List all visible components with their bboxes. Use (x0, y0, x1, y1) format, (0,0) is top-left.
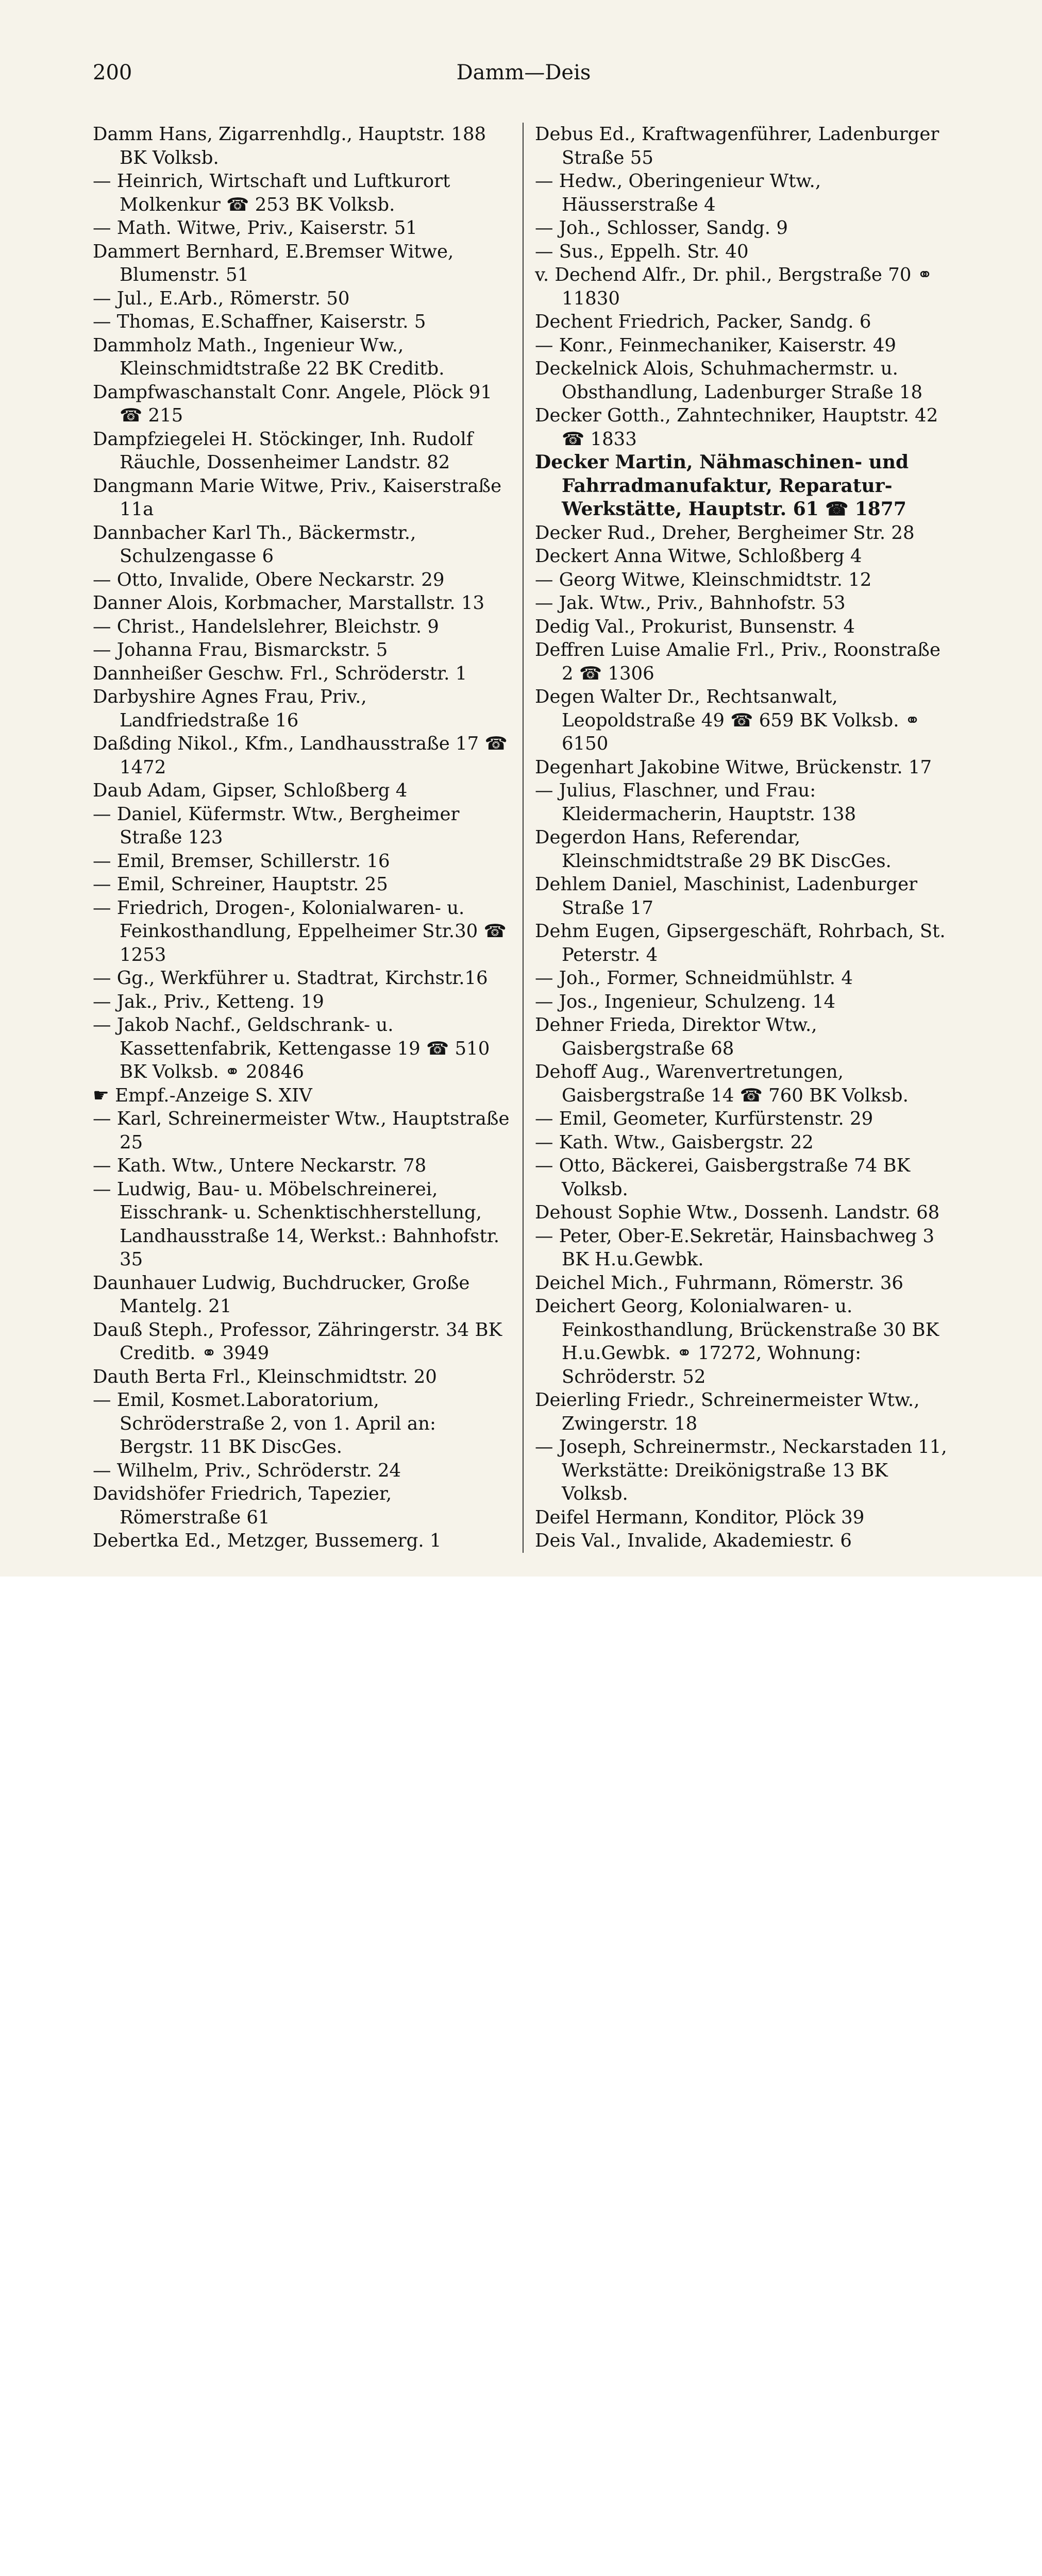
directory-entry: Damm Hans, Zigarrenhdlg., Hauptstr. 188 BK Volksb. (93, 124, 486, 168)
directory-entry: — Otto, Invalide, Obere Neckarstr. 29 (93, 569, 445, 590)
directory-entry: — Kath. Wtw., Untere Neckarstr. 78 (93, 1155, 427, 1176)
directory-entry: — Emil, Bremser, Schillerstr. 16 (93, 850, 390, 872)
directory-entry: Dangmann Marie Witwe, Priv., Kaiserstraße 11a (93, 475, 502, 520)
directory-entry: Dehner Frieda, Direktor Wtw., Gaisbergstraße 68 (535, 1014, 817, 1059)
directory-entry: Debus Ed., Kraftwagenführer, Ladenburger Straße 55 (535, 124, 939, 168)
running-title: Damm—Deis (456, 61, 591, 84)
directory-entry: — Joseph, Schreinermstr., Neckarstaden 11, Werkstätte: Dreikönigstraße 13 BK Volksb. (535, 1436, 947, 1504)
directory-entry: — Thomas, E.Schaffner, Kaiserstr. 5 (93, 311, 426, 332)
directory-entry: — Kath. Wtw., Gaisbergstr. 22 (535, 1131, 814, 1153)
directory-entry: Degen Walter Dr., Rechtsanwalt, Leopoldstraße 49 ☎ 659 BK Volksb. ⚭ 6150 (535, 686, 920, 754)
directory-entry: Debertka Ed., Metzger, Bussemerg. 1 (93, 1530, 442, 1551)
directory-entry: — Otto, Bäckerei, Gaisbergstraße 74 BK Volksb. (535, 1155, 911, 1200)
directory-entry: — Emil, Kosmet.Laboratorium, Schröderstraße 2, von 1. April an: Bergstr. 11 BK DiscGes. (93, 1389, 436, 1458)
directory-entry: Decker Rud., Dreher, Bergheimer Str. 28 (535, 522, 915, 544)
directory-entry: — Christ., Handelslehrer, Bleichstr. 9 (93, 616, 439, 637)
directory-entry: Darbyshire Agnes Frau, Priv., Landfriedstraße 16 (93, 686, 367, 731)
directory-columns (93, 123, 954, 1553)
directory-entry: — Emil, Schreiner, Hauptstr. 25 (93, 874, 388, 895)
directory-entry: — Jul., E.Arb., Römerstr. 50 (93, 287, 350, 309)
directory-entry: — Daniel, Küfermstr. Wtw., Bergheimer Straße 123 (93, 803, 460, 848)
directory-entry: — Hedw., Oberingenieur Wtw., Häusserstraße 4 (535, 171, 821, 215)
running-head (93, 61, 954, 92)
directory-entry: — Wilhelm, Priv., Schröderstr. 24 (93, 1460, 401, 1481)
directory-entry: — Joh., Schlosser, Sandg. 9 (535, 217, 788, 239)
directory-entry: Decker Gotth., Zahntechniker, Hauptstr. 42 ☎ 1833 (535, 405, 938, 450)
directory-entry: — Friedrich, Drogen-, Kolonialwaren- u. Feinkosthandlung, Eppelheimer Str.30 ☎ 1253 (93, 897, 507, 965)
directory-entry: Deierling Friedr., Schreinermeister Wtw., Zwingerstr. 18 (535, 1389, 920, 1434)
directory-entry: — Heinrich, Wirtschaft und Luftkurort Molkenkur ☎ 253 BK Volksb. (93, 171, 450, 215)
right-column (524, 123, 954, 1553)
directory-entry: Dannheißer Geschw. Frl., Schröderstr. 1 (93, 663, 467, 684)
directory-entry: Deis Val., Invalide, Akademiestr. 6 (535, 1530, 852, 1551)
directory-entry: — Sus., Eppelh. Str. 40 (535, 241, 749, 262)
directory-entry: — Georg Witwe, Kleinschmidtstr. 12 (535, 569, 872, 590)
directory-entry: Decker Martin, Nähmaschinen- und Fahrradmanufaktur, Reparatur-Werkstätte, Hauptstr. 61 ☎ 1877 (535, 451, 909, 520)
directory-entry: Daub Adam, Gipser, Schloßberg 4 (93, 780, 408, 801)
directory-entry: Dedig Val., Prokurist, Bunsenstr. 4 (535, 616, 855, 637)
directory-entry: — Jos., Ingenieur, Schulzeng. 14 (535, 991, 836, 1012)
directory-entry: — Jakob Nachf., Geldschrank- u. Kassettenfabrik, Kettengasse 19 ☎ 510 BK Volksb. ⚭ 20846 (93, 1014, 490, 1082)
directory-entry: Dehoust Sophie Wtw., Dossenh. Landstr. 68 (535, 1202, 940, 1223)
directory-entry: — Emil, Geometer, Kurfürstenstr. 29 (535, 1108, 873, 1129)
directory-entry: v. Dechend Alfr., Dr. phil., Bergstraße 70 ⚭ 11830 (535, 264, 933, 309)
directory-entry: — Gg., Werkführer u. Stadtrat, Kirchstr.16 (93, 968, 488, 989)
directory-entry: Dammholz Math., Ingenieur Ww., Kleinschmidtstraße 22 BK Creditb. (93, 334, 445, 379)
directory-entry: Deichel Mich., Fuhrmann, Römerstr. 36 (535, 1272, 904, 1294)
directory-entry: — Johanna Frau, Bismarckstr. 5 (93, 639, 388, 660)
directory-entry: — Peter, Ober-E.Sekretär, Hainsbachweg 3 BK H.u.Gewbk. (535, 1225, 935, 1270)
directory-entry: Deffren Luise Amalie Frl., Priv., Roonstraße 2 ☎ 1306 (535, 639, 940, 684)
directory-entry: — Konr., Feinmechaniker, Kaiserstr. 49 (535, 334, 896, 356)
directory-entry: Degenhart Jakobine Witwe, Brückenstr. 17 (535, 756, 932, 778)
directory-entry: Dampfwaschanstalt Conr. Angele, Plöck 91 ☎ 215 (93, 381, 492, 426)
directory-entry: Dauth Berta Frl., Kleinschmidtstr. 20 (93, 1366, 437, 1387)
page-number: 200 (93, 61, 132, 84)
directory-entry: Daßding Nikol., Kfm., Landhausstraße 17 ☎ 1472 (93, 733, 508, 778)
directory-entry: Daunhauer Ludwig, Buchdrucker, Große Mantelg. 21 (93, 1272, 470, 1317)
directory-entry: — Karl, Schreinermeister Wtw., Hauptstraße 25 (93, 1108, 510, 1153)
directory-entry: — Joh., Former, Schneidmühlstr. 4 (535, 968, 853, 989)
directory-entry: Dehm Eugen, Gipsergeschäft, Rohrbach, St. Peterstr. 4 (535, 921, 946, 965)
directory-entry: Deckert Anna Witwe, Schloßberg 4 (535, 546, 862, 567)
directory-entry: Deckelnick Alois, Schuhmachermstr. u. Obsthandlung, Ladenburger Straße 18 (535, 358, 923, 403)
directory-entry: Dehoff Aug., Warenvertretungen, Gaisbergstraße 14 ☎ 760 BK Volksb. (535, 1061, 909, 1106)
directory-entry: Dannbacher Karl Th., Bäckermstr., Schulzengasse 6 (93, 522, 416, 567)
directory-entry: — Ludwig, Bau- u. Möbelschreinerei, Eisschrank- u. Schenktischherstellung, Landhausstraße 14, Werkst.: Bahnhofstr. 35 (93, 1178, 500, 1270)
left-column (93, 123, 524, 1553)
directory-entry: Dammert Bernhard, E.Bremser Witwe, Blumenstr. 51 (93, 241, 454, 285)
directory-entry: — Math. Witwe, Priv., Kaiserstr. 51 (93, 217, 417, 239)
directory-entry: Dauß Steph., Professor, Zähringerstr. 34 BK Creditb. ⚭ 3949 (93, 1319, 502, 1364)
directory-entry: Davidshöfer Friedrich, Tapezier, Römerstraße 61 (93, 1483, 392, 1528)
directory-entry: Deifel Hermann, Konditor, Plöck 39 (535, 1506, 865, 1528)
footer-bar (0, 1577, 1042, 1675)
directory-entry: Degerdon Hans, Referendar, Kleinschmidtstraße 29 BK DiscGes. (535, 827, 892, 872)
directory-entry: — Jak., Priv., Ketteng. 19 (93, 991, 324, 1012)
directory-entry: Dehlem Daniel, Maschinist, Ladenburger Straße 17 (535, 874, 918, 919)
directory-entry: Dampfziegelei H. Stöckinger, Inh. Rudolf Räuchle, Dossenheimer Landstr. 82 (93, 428, 473, 473)
directory-entry: — Julius, Flaschner, und Frau: Kleidermacherin, Hauptstr. 138 (535, 780, 856, 825)
directory-entry: Danner Alois, Korbmacher, Marstallstr. 13 (93, 592, 485, 614)
directory-entry: Deichert Georg, Kolonialwaren- u. Feinkosthandlung, Brückenstraße 30 BK H.u.Gewbk. ⚭ 17272, Wohnung: Schröderstr. 52 (535, 1296, 939, 1387)
directory-entry: — Jak. Wtw., Priv., Bahnhofstr. 53 (535, 592, 846, 614)
directory-entry: Dechent Friedrich, Packer, Sandg. 6 (535, 311, 871, 332)
directory-entry: ☛ Empf.-Anzeige S. XIV (93, 1084, 312, 1106)
